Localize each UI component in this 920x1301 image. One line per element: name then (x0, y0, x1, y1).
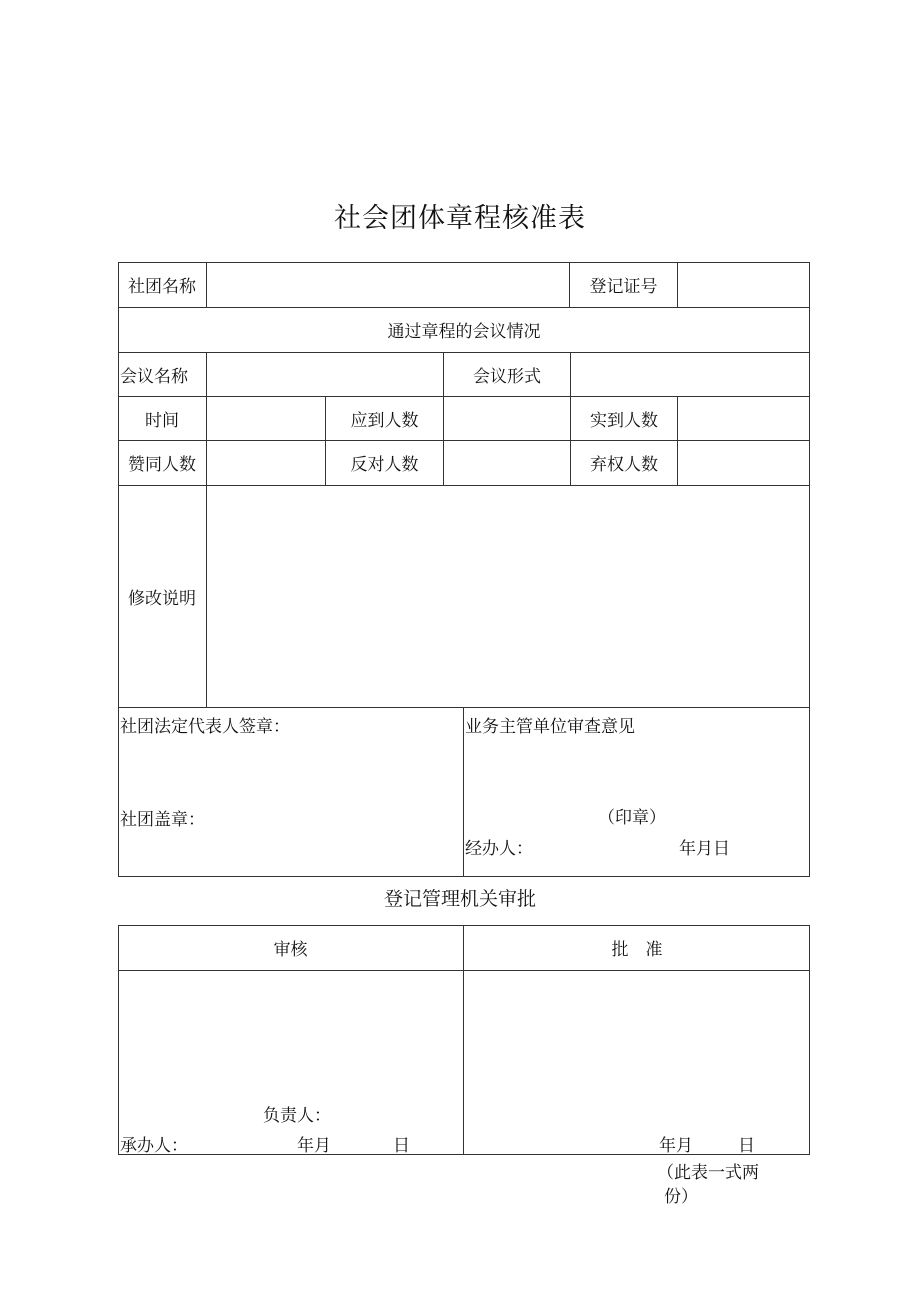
org-seal-label: 社团盖章： (120, 810, 205, 830)
expected-label: 应到人数 (350, 410, 419, 431)
footnote-line-1: （此表一式两 (657, 1163, 759, 1183)
expected-field[interactable] (444, 396, 570, 440)
actual-field[interactable] (678, 396, 810, 440)
abstain-label: 弃权人数 (590, 455, 658, 475)
review-day: 日 (393, 1136, 410, 1156)
abstain-field[interactable] (678, 440, 810, 485)
meeting-form-label: 会议形式 (473, 366, 541, 387)
approve-year-month: 年月 (659, 1136, 693, 1156)
stamp-label: （印章） (598, 808, 666, 828)
meeting-name-label: 会议名称 (120, 366, 188, 387)
review-year-month: 年月 (297, 1136, 331, 1156)
amend-desc-label: 修改说明 (128, 588, 196, 609)
approve-label: 赞同人数 (128, 455, 196, 475)
oppose-label: 反对人数 (350, 455, 419, 475)
approve-field[interactable] (207, 440, 325, 485)
legal-rep-sign-label: 社团法定代表人签章： (120, 717, 290, 737)
supervisor-opinion-label: 业务主管单位审查意见 (465, 717, 635, 737)
oppose-field[interactable] (444, 440, 570, 485)
actual-label: 实到人数 (590, 410, 658, 431)
responsible-label: 负责人： (263, 1106, 331, 1126)
time-field[interactable] (207, 396, 325, 440)
meeting-section-header: 通过章程的会议情况 (387, 322, 541, 342)
amend-desc-field[interactable] (207, 485, 810, 707)
form-title: 社会团体章程核准表 (334, 203, 586, 234)
org-name-field[interactable] (207, 262, 569, 307)
approve-day: 日 (738, 1136, 755, 1156)
org-name-label: 社团名称 (128, 277, 196, 297)
meeting-name-field[interactable] (207, 352, 443, 396)
review-header: 审核 (273, 940, 308, 960)
footnote-line-2: 份） (664, 1187, 698, 1207)
reg-no-field[interactable] (678, 262, 810, 307)
approval-heading: 登记管理机关审批 (383, 888, 536, 910)
supervisor-date: 年月日 (679, 839, 730, 859)
approve-header: 批 准 (611, 940, 663, 960)
reg-no-label: 登记证号 (589, 277, 658, 297)
handler-label: 经办人： (465, 839, 533, 859)
time-label: 时间 (145, 410, 179, 431)
undertaker-label: 承办人： (120, 1136, 188, 1156)
meeting-form-field[interactable] (571, 352, 810, 396)
